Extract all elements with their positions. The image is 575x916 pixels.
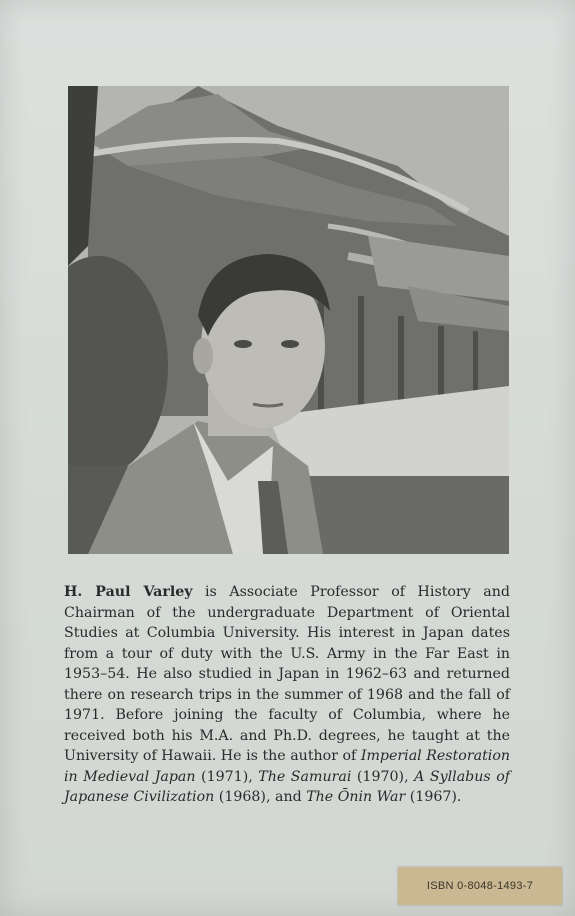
author-bio [64, 582, 510, 808]
author-photo [68, 86, 509, 554]
isbn-number: ISBN 0-8048-1493-7 [426, 880, 534, 892]
bio-text-3: (1970), [351, 768, 415, 785]
bio-text-5: (1967). [405, 789, 462, 805]
bio-text-1: is Associate Professor of History and Chairman of the undergraduate Department of Oriental Studies at Columbia University. His interest in Japan dates from a tour of duty with the U.S. Army in the Far East in 1953–54. He also studied in Japan in 1962–63 and returned there on research trips in the summer of 1968 and the fall of 1971. Before joining the faculty of Columbia, where he received both his M.A. and Ph.D. degrees, he taught at the University of Hawaii. He is the author of [64, 584, 510, 764]
book-title-imperial-restoration: Imperial Restoration in Medieval Japan [64, 748, 510, 785]
bio-text-4: (1968), and [214, 789, 307, 805]
bio-text-2: (1971), [195, 768, 259, 785]
book-title-onin-war: The Ōnin War [306, 789, 406, 805]
book-title-the-samurai: The Samurai [258, 768, 352, 785]
book-title-syllabus: A Syllabus of Japanese Civilization [64, 768, 510, 805]
isbn-sticker [398, 867, 562, 905]
author-name: H. Paul Varley [64, 584, 193, 600]
